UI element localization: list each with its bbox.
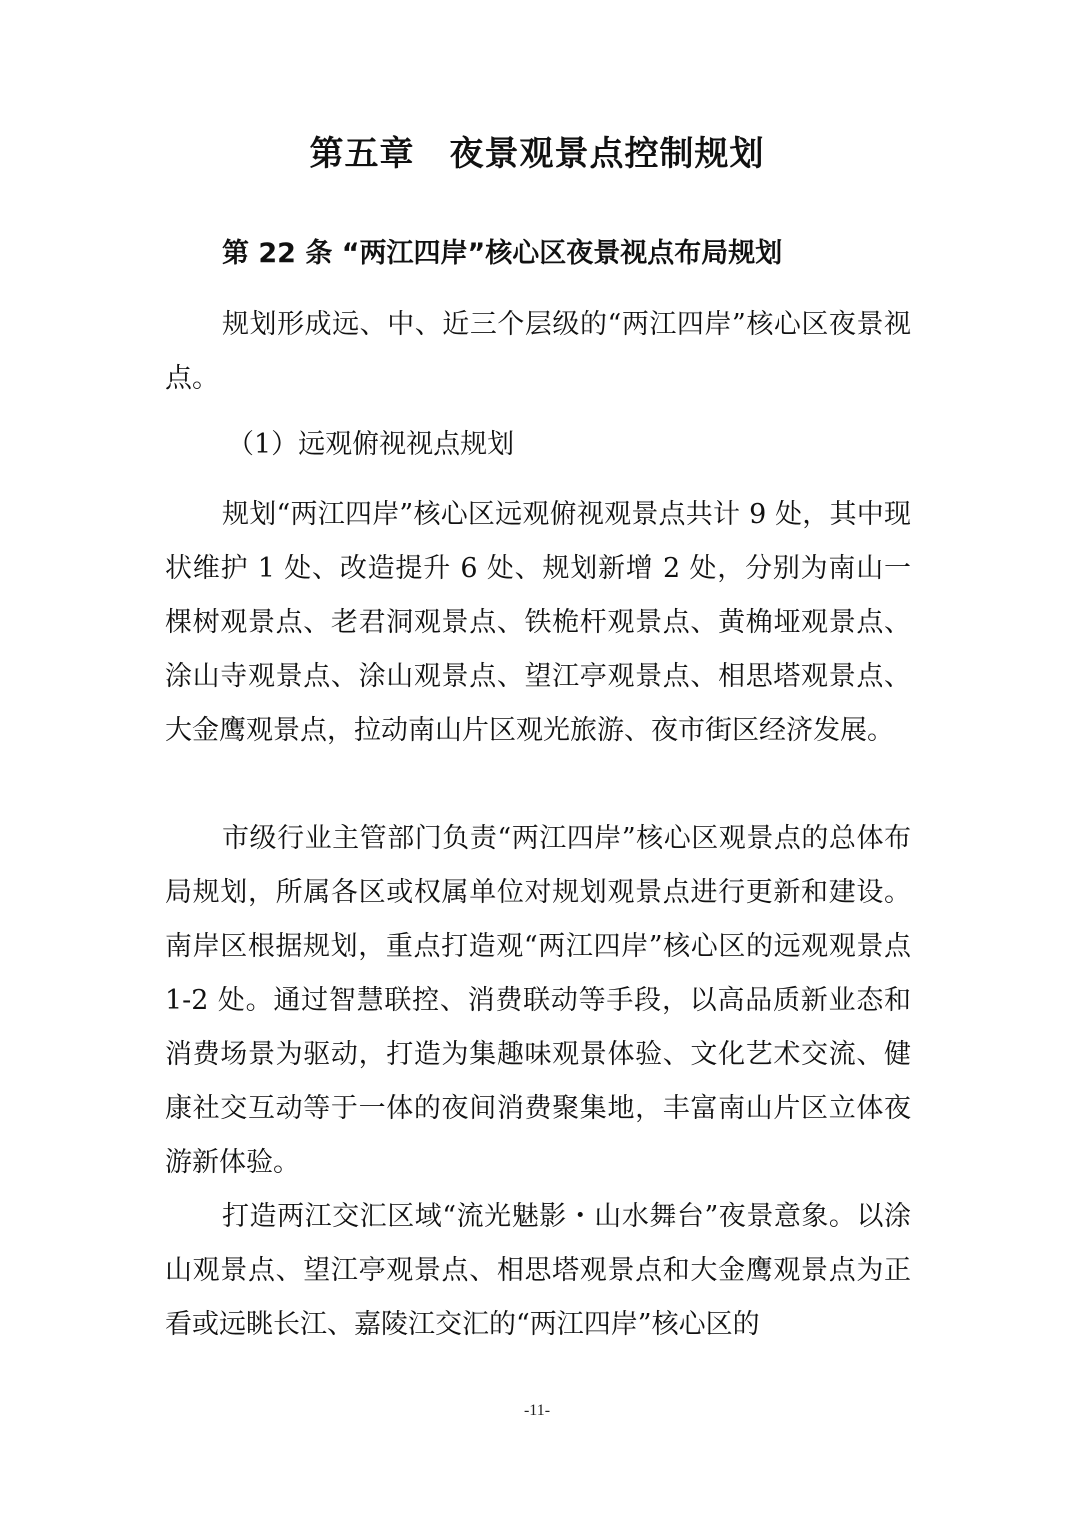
article-heading: 第 22 条 “两江四岸”核心区夜景视点布局规划 — [222, 238, 783, 269]
paragraph-block — [165, 812, 911, 1190]
body-paragraph: 规划形成远、中、近三个层级的“两江四岸”核心区夜景视点。 — [165, 309, 911, 394]
paragraph-block — [165, 1190, 911, 1352]
paragraph-block — [165, 298, 911, 406]
section-subheading: （1）远观俯视视点规划 — [227, 429, 515, 460]
body-paragraph: 规划“两江四岸”核心区远观俯视观景点共计 9 处，其中现状维护 1 处、改造提升 6 处、规划新增 2 处，分别为南山一棵树观景点、老君洞观景点、铁桅杆观景点、黄桷垭观景点、涂山寺观景点、涂山观景点、望江亭观景点、相思塔观景点、大金鹰观景点，拉动南山片区观光旅游、夜市街区经济发展。 — [165, 499, 911, 746]
body-paragraph: 打造两江交汇区域“流光魅影・山水舞台”夜景意象。以涂山观景点、望江亭观景点、相思塔观景点和大金鹰观景点为正看或远眺长江、嘉陵江交汇的“两江四岸”核心区的 — [165, 1201, 911, 1340]
body-paragraph: 市级行业主管部门负责“两江四岸”核心区观景点的总体布局规划，所属各区或权属单位对规划观景点进行更新和建设。南岸区根据规划，重点打造观“两江四岸”核心区的远观观景点 1-2 处。通过智慧联控、消费联动等手段，以高品质新业态和消费场景为驱动，打造为集趣味观景体验、文化艺术交流、健康社交互动等于一体的夜间消费聚集地，丰富南山片区立体夜游新体验。 — [165, 823, 911, 1178]
paragraph-block — [165, 488, 911, 758]
chapter-title: 第五章 夜景观景点控制规划 — [309, 134, 765, 174]
page-number: -11- — [523, 1402, 551, 1419]
list-item-block — [165, 418, 911, 472]
